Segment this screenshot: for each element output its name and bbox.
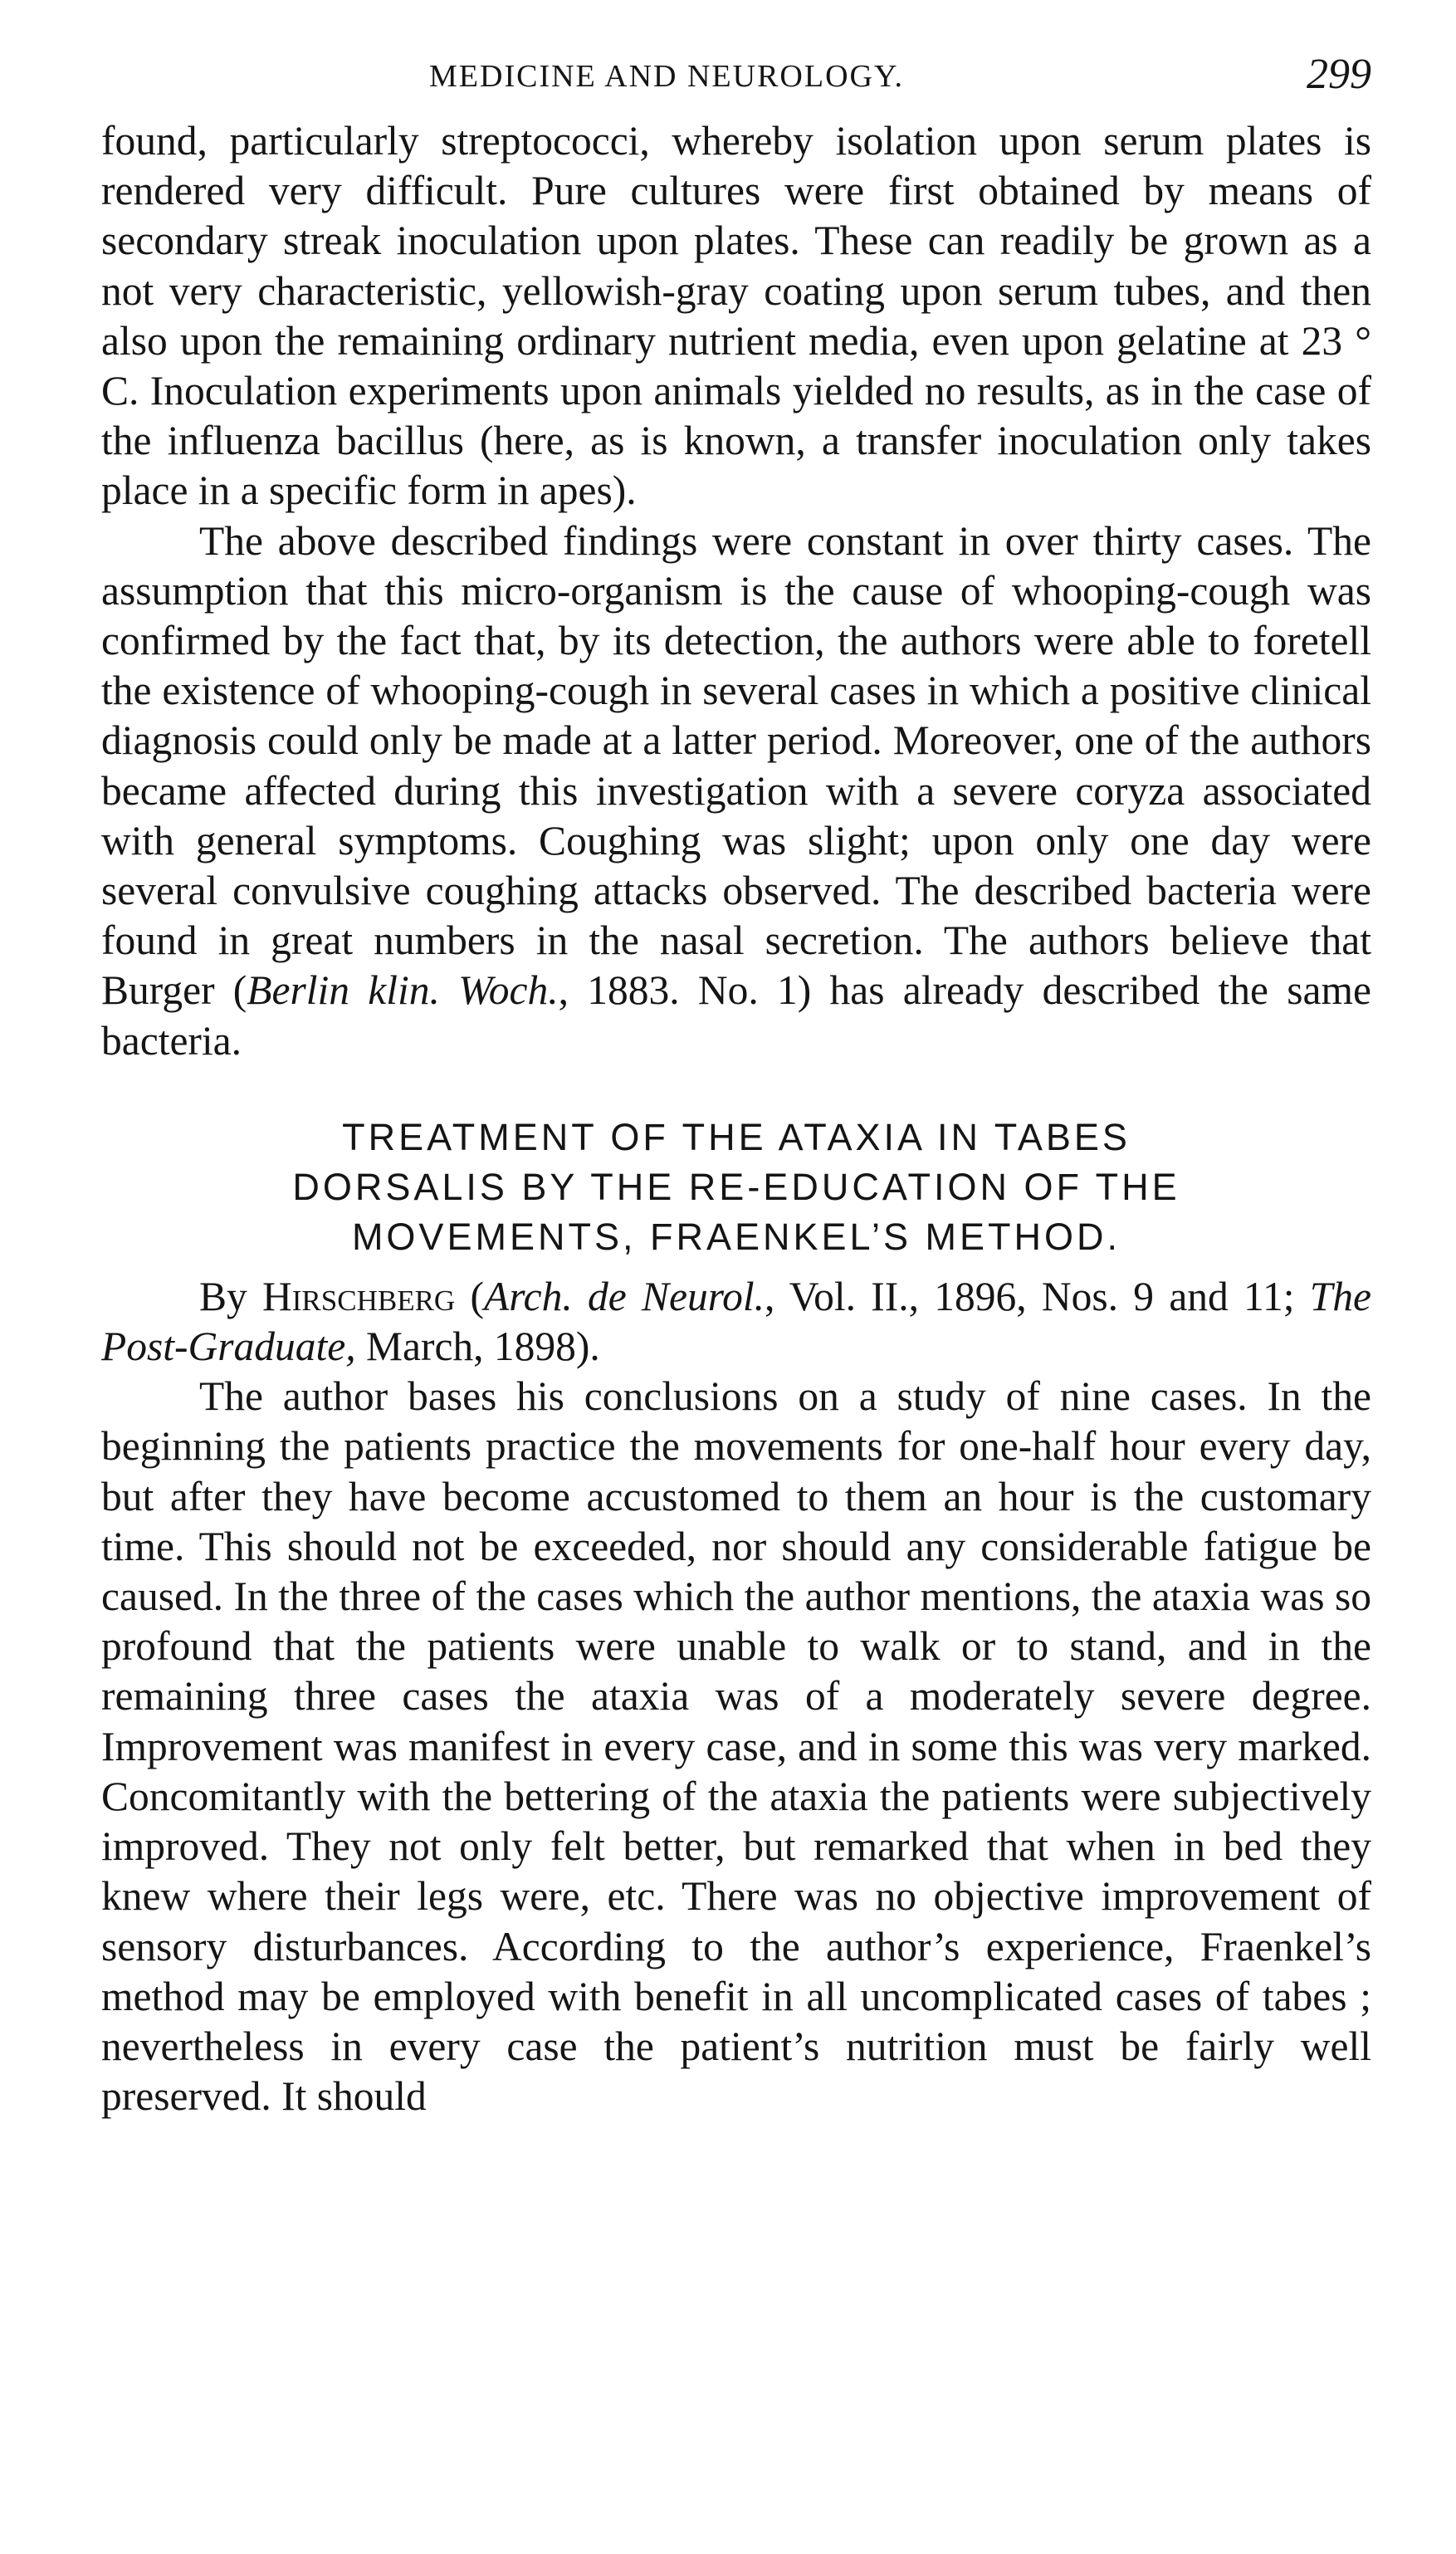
body-paragraph-2 [101,516,1371,1066]
byline-journal-2: The Post-Graduate, [101,1273,1371,1370]
book-page [101,50,1371,2121]
byline [101,1272,1371,1372]
byline-prefix: By [199,1273,263,1319]
byline-mid: , Vol. II., 1896, Nos. 9 and 11; [765,1273,1310,1319]
citation-berlin-klin-woch: Berlin klin. Woch. [247,967,559,1014]
section-title [101,1113,1371,1262]
body-paragraph-1: found, particularly streptococci, whereby isolation upon serum plates is rendered very difficult. Pure cultures were first obtained by means of secondary streak inoculation upon plates. These can readily be grown as a not very characteristic, yellowish-gray coating upon serum tubes, and then also upon the remaining ordinary nutrient media, even upon gelatine at 23 ° C. Inoculation experiments upon animals yielded no results, as in the case of the influenza bacillus (here, as is known, a transfer inoculation only takes place in a specific form in apes). [101,118,1371,514]
byline-journal-1: Arch. de Neurol. [483,1273,765,1319]
body-paragraph-3: The author bases his conclusions on a study of nine cases. In the beginning the patients practice the movements for one-half hour every day, but after they have become accustomed to them an hour is the customary time. This should not be exceeded, nor should any considerable fatigue be caused. In the three of the cases which the author mentions, the ataxia was so profound that the patients were unable to walk or to stand, and in the remaining three cases the ataxia was of a moderately severe degree. Improvement was manifest in every case, and in some this was very marked. Concomitantly with the bettering of the ataxia the patients were subjectively improved. They not only felt better, but remarked that when in bed they knew where their legs were, etc. There was no objective improvement of sensory disturbances. According to the author’s experience, Fraenkel’s method may be employed with benefit in all uncomplicated cases of tabes ; nevertheless in every case the patient’s nutrition must be fairly well preserved. It should [101,1373,1371,2120]
paragraph-2-text-end: , 1883. No. 1) has already described the same bacteria. [101,967,1371,1064]
byline-author: Hirschberg [262,1273,456,1319]
section-title-line-2: DORSALIS BY THE RE-EDUCATION OF THE [292,1165,1180,1208]
page-number: 299 [1307,51,1371,98]
byline-end: March, 1898). [355,1323,600,1370]
section-title-line-3: MOVEMENTS, FRAENKEL’S METHOD. [351,1215,1121,1258]
section-title-line-1: TREATMENT OF THE ATAXIA IN TABES [342,1115,1131,1158]
running-head [101,50,1371,116]
byline-open: ( [455,1273,484,1319]
paragraph-2-text: The above described findings were constant in over thirty cases. The assumption that this micro-organism is the cause of whooping-cough was confirmed by the fact that, by its detection, the authors were able to foretell the existence of whooping-cough in several cases in which a positive clinical diagnosis could only be made at a latter period. Moreover, one of the authors became affected during this investigation with a severe coryza associated with general symptoms. Coughing was slight; upon only one day were several convulsive coughing attacks observed. The described bacteria were found in great numbers in the nasal secretion. The authors believe that Burger ( [101,517,1371,1014]
running-title: MEDICINE AND NEUROLOGY. [429,59,905,94]
